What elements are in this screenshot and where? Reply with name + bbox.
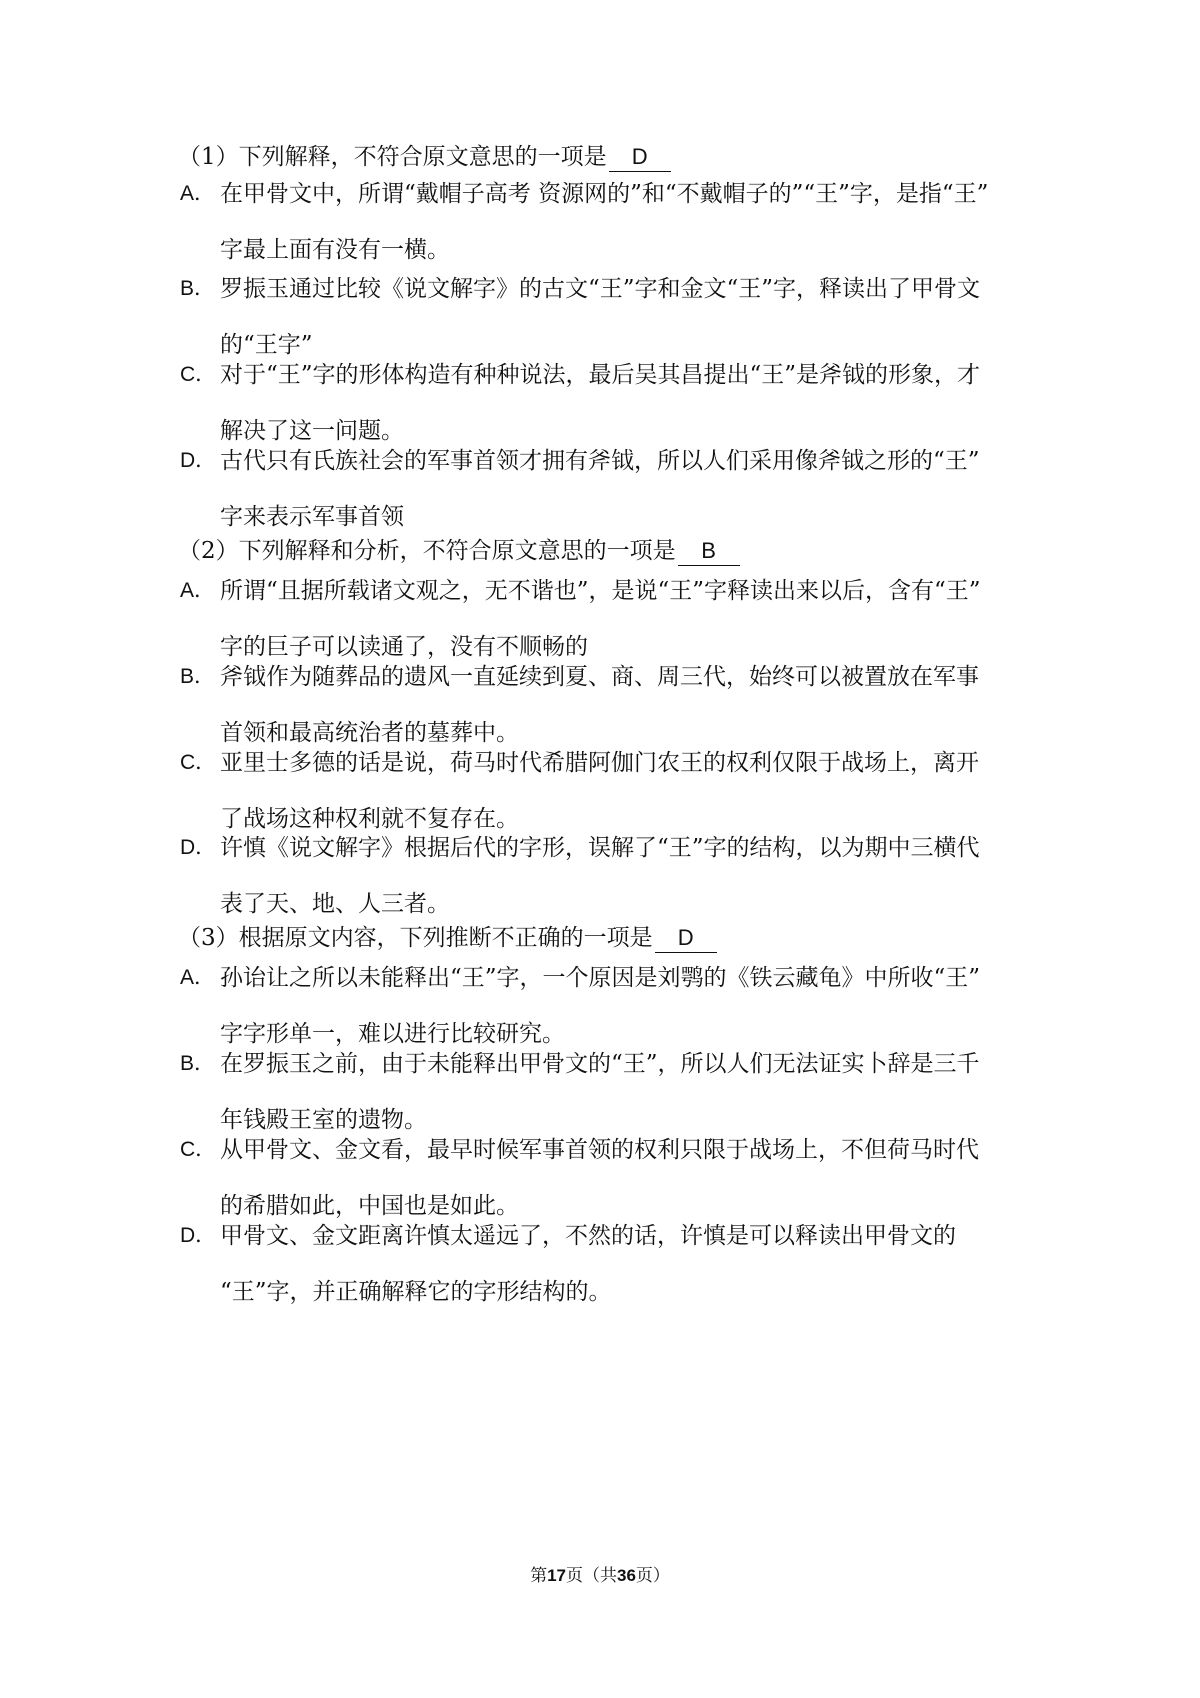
option-letter: B．: [180, 665, 216, 688]
option-letter: A．: [180, 182, 216, 205]
page-footer: [0, 1564, 1200, 1588]
option-text-line: 斧钺作为随葬品的遗风一直延续到夏、商、周三代，始终可以被置放在军事: [220, 664, 979, 690]
option-text-line: 年钱殿王室的遗物。: [220, 1107, 427, 1133]
answer-blank: D: [609, 143, 671, 172]
option-letter: B．: [180, 277, 216, 300]
option-text-line: 解决了这一问题。: [220, 418, 404, 444]
option-text-line: 字字形单一，难以进行比较研究。: [220, 1021, 565, 1047]
option-letter: C．: [180, 1138, 217, 1161]
option-text-line: 的“王字”: [220, 332, 313, 358]
question-stem-text: （3）根据原文内容，下列推断不正确的一项是: [178, 925, 653, 951]
option-text-line: 所谓“且据所载诸文观之，无不谐也”，是说“王”字释读出来以后，含有“王”: [220, 578, 981, 604]
option-text-line: 从甲骨文、金文看，最早时候军事首领的权利只限于战场上，不但荷马时代: [220, 1137, 979, 1163]
option-text-line: “王”字，并正确解释它的字形结构的。: [220, 1279, 612, 1305]
footer-prefix: 第: [530, 1566, 548, 1586]
option-text-line: 字最上面有没有一横。: [220, 237, 450, 263]
option-text-line: 孙诒让之所以未能释出“王”字，一个原因是刘鹗的《铁云藏龟》中所收“王”: [220, 965, 981, 991]
option-text-line: 甲骨文、金文距离许慎太遥远了，不然的话，许慎是可以释读出甲骨文的: [220, 1223, 956, 1249]
page-number: 17: [547, 1566, 566, 1585]
option-text-line: 的希腊如此，中国也是如此。: [220, 1193, 519, 1219]
answer-blank: B: [678, 537, 740, 566]
option-letter: A．: [180, 966, 216, 989]
option-letter: B．: [180, 1052, 216, 1075]
option-letter: D．: [180, 1224, 217, 1247]
option-text-line: 字的巨子可以读通了，没有不顺畅的: [220, 634, 588, 660]
answer-blank: D: [655, 924, 717, 953]
option-text-line: 在甲骨文中，所谓“戴帽子高考 资源网的”和“不戴帽子的”“王”字，是指“王”: [220, 181, 989, 207]
question-stem-text: （1）下列解释，不符合原文意思的一项是: [178, 144, 607, 170]
option-letter: C．: [180, 751, 217, 774]
question-3-option-d: [180, 1208, 1030, 1320]
option-text-line: 罗振玉通过比较《说文解字》的古文“王”字和金文“王”字，释读出了甲骨文: [220, 276, 981, 302]
footer-suffix: 页）: [635, 1566, 670, 1586]
option-letter: C．: [180, 363, 217, 386]
option-text-line: 了战场这种权利就不复存在。: [220, 806, 519, 832]
option-text-line: 在罗振玉之前，由于未能释出甲骨文的“王”，所以人们无法证实卜辞是三千: [220, 1051, 980, 1077]
question-stem-text: （2）下列解释和分析，不符合原文意思的一项是: [178, 538, 676, 564]
option-text-line: 许慎《说文解字》根据后代的字形，误解了“王”字的结构，以为期中三横代: [220, 835, 980, 861]
option-text-line: 字来表示军事首领: [220, 504, 404, 530]
question-2-option-d: [180, 820, 1030, 932]
question-1-option-d: [180, 433, 1030, 545]
option-text-line: 古代只有氏族社会的军事首领才拥有斧钺，所以人们采用像斧钺之形的“王”: [220, 448, 980, 474]
footer-middle: 页（共: [566, 1566, 617, 1586]
option-text-line: 表了天、地、人三者。: [220, 891, 450, 917]
option-letter: D．: [180, 836, 217, 859]
option-text-line: 对于“王”字的形体构造有种种说法，最后吴其昌提出“王”是斧钺的形象，才: [220, 362, 981, 388]
option-letter: D．: [180, 449, 217, 472]
total-pages: 36: [617, 1566, 636, 1585]
option-text-line: 首领和最高统治者的墓葬中。: [220, 720, 519, 746]
option-letter: A．: [180, 579, 216, 602]
option-text-line: 亚里士多德的话是说，荷马时代希腊阿伽门农王的权利仅限于战场上，离开: [220, 750, 979, 776]
